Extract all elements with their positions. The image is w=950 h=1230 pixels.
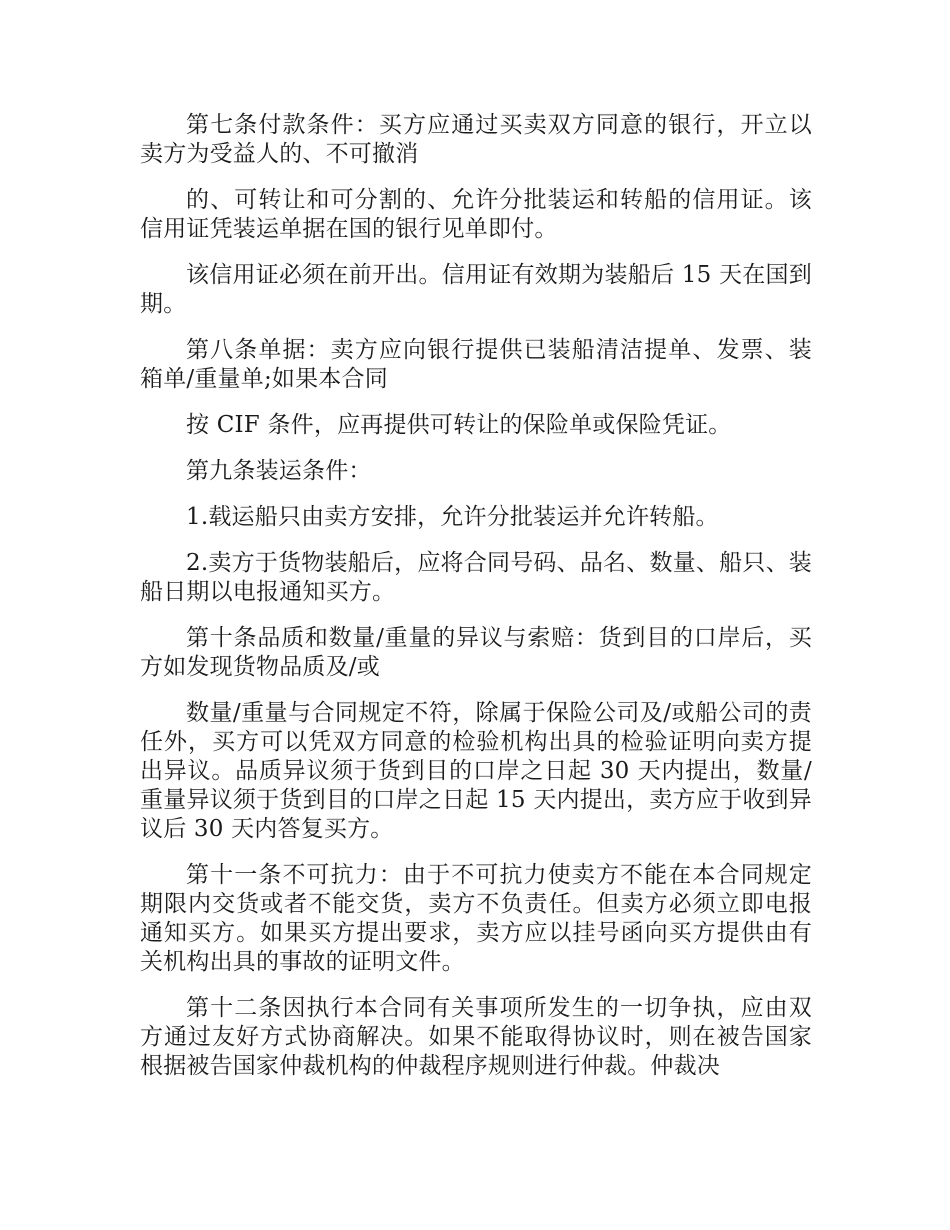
paragraph-shipment-item-2: 2.卖方于货物装船后，应将合同号码、品名、数量、船只、装船日期以电报通知买方。 (140, 550, 812, 605)
paragraph-claims: 第十条品质和数量/重量的异议与索赔：货到目的口岸后，买方如发现货物品质及/或 (140, 625, 812, 680)
paragraph-claims-detail: 数量/重量与合同规定不符，除属于保险公司及/或船公司的责任外，买方可以凭双方同意的检验机构出具的检验证明向卖方提出异议。品质异议须于货到目的口岸之日起 30 天内提出，数量/重量异议须于货到目的口岸之日起 15 天内提出，卖方应于收到异议后 30 天内答复买方。 (140, 700, 812, 842)
paragraph-payment-terms: 第七条付款条件：买方应通过买卖双方同意的银行，开立以卖方为受益人的、不可撤消 (140, 112, 812, 167)
paragraph-force-majeure: 第十一条不可抗力：由于不可抗力使卖方不能在本合同规定期限内交货或者不能交货，卖方不负责任。但卖方必须立即电报通知买方。如果买方提出要求，卖方应以挂号函向买方提供由有关机构出具的事故的证明文件。 (140, 862, 812, 975)
paragraph-shipment-heading: 第九条装运条件： (186, 458, 372, 484)
paragraph-cif-insurance: 按 CIF 条件，应再提供可转让的保险单或保险凭证。 (186, 412, 732, 438)
paragraph-documents: 第八条单据：卖方应向银行提供已装船清洁提单、发票、装箱单/重量单;如果本合同 (140, 337, 812, 392)
document-body (140, 111, 812, 1098)
paragraph-arbitration: 第十二条因执行本合同有关事项所发生的一切争执，应由双方通过友好方式协商解决。如果不能取得协议时，则在被告国家根据被告国家仲裁机构的仲裁程序规则进行仲裁。仲裁决 (140, 995, 812, 1079)
paragraph-shipment-item-1: 1.载运船只由卖方安排，允许分批装运并允许转船。 (186, 504, 719, 530)
paragraph-letter-of-credit: 的、可转让和可分割的、允许分批装运和转船的信用证。该信用证凭装运单据在国的银行见单即付。 (140, 187, 812, 242)
paragraph-credit-validity: 该信用证必须在前开出。信用证有效期为装船后 15 天在国到期。 (140, 262, 812, 317)
